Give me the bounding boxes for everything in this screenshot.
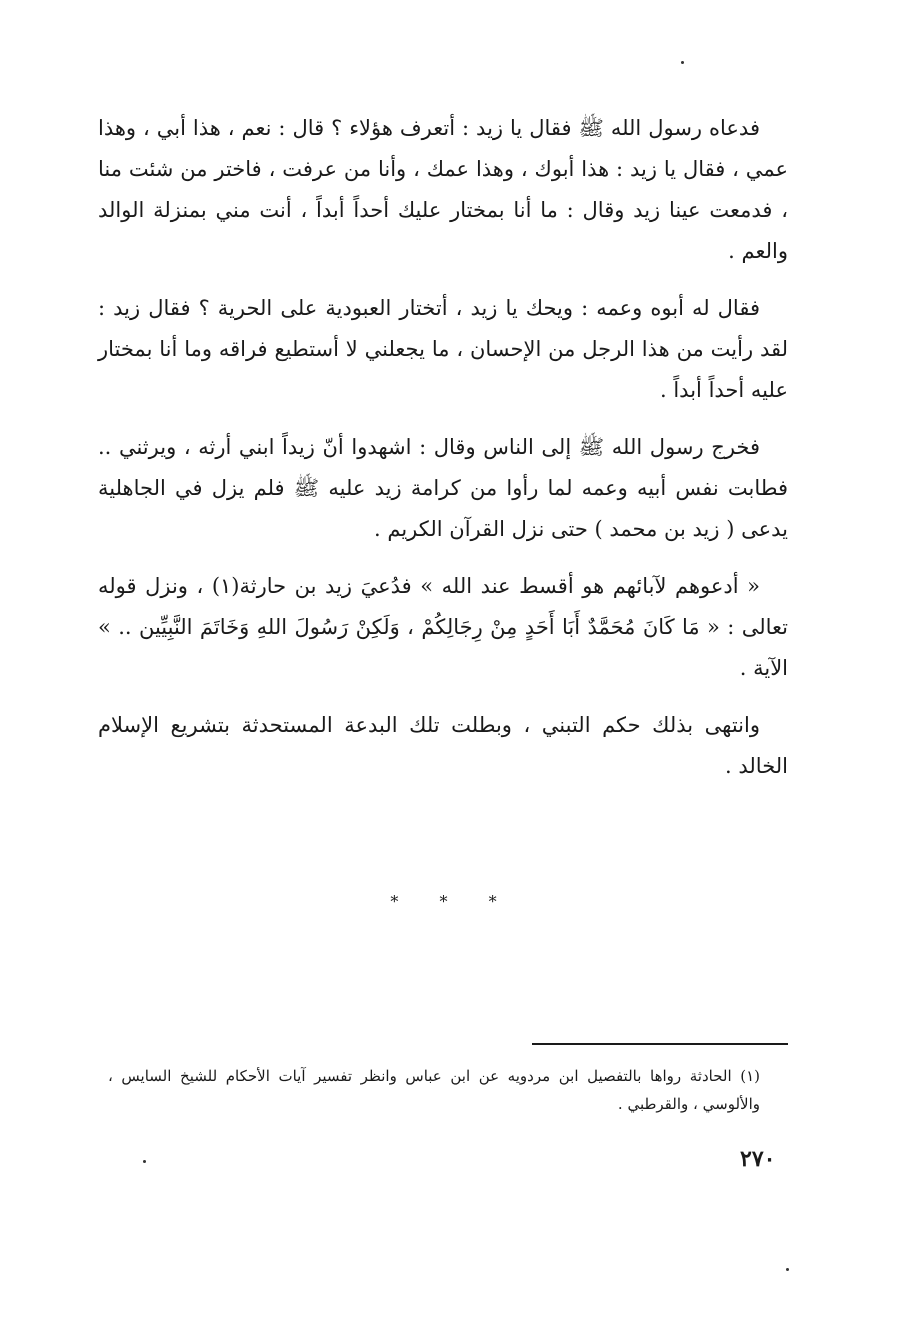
paragraph-3: فخرج رسول الله ﷺ إلى الناس وقال : اشهدوا أنّ زيداً ابني أرثه ، ويرثني .. فطابت نفس أبيه وعمه لما رأوا من كرامة زيد عليه ﷺ فلم يزل في الجاهلية يدعى ( زيد بن محمد ) حتى نزل القرآن الكريم . (98, 435, 788, 541)
footnote (108, 1062, 760, 1118)
paragraph-1: فدعاه رسول الله ﷺ فقال يا زيد : أتعرف هؤلاء ؟ قال : نعم ، هذا أبي ، وهذا عمي ، فقال يا زيد : هذا أبوك ، وهذا عمك ، وأنا من عرفت ، فاختر من شئت منا ، فدمعت عينا زيد وقال : ما أنا بمختار عليك أحداً أبداً ، أنت مني بمنزلة الوالد والعم . (98, 116, 788, 263)
paragraph-5: وانتهى بذلك حكم التبني ، وبطلت تلك البدعة المستحدثة بتشريع الإسلام الخالد . (98, 713, 788, 778)
scan-speck (143, 1160, 146, 1163)
page-number: ٢٧٠ (740, 1146, 776, 1172)
section-separator: * * * (390, 892, 515, 911)
paragraph-4: « أدعوهم لآبائهم هو أقسط عند الله » فدُعيَ زيد بن حارثة(١) ، ونزل قوله تعالى : « مَا كَانَ مُحَمَّدٌ أَبَا أَحَدٍ مِنْ رِجَالِكُمْ ، وَلَكِنْ رَسُولَ اللهِ وَخَاتَمَ النَّبِيِّين .. » الآية . (98, 574, 788, 680)
main-text (98, 108, 788, 803)
footnote-text: (١) الحادثة رواها بالتفصيل ابن مردويه عن ابن عباس وانظر تفسير آيات الأحكام للشيخ السايس ، والألوسي ، والقرطبي . (108, 1067, 760, 1113)
paragraph-2: فقال له أبوه وعمه : ويحك يا زيد ، أتختار العبودية على الحرية ؟ فقال زيد : لقد رأيت من هذا الرجل من الإحسان ، ما يجعلني لا أستطيع فراقه وما أنا بمختار عليه أحداً أبداً . (98, 296, 788, 402)
scan-speck (786, 1268, 789, 1271)
footnote-divider (532, 1043, 788, 1045)
scan-speck (681, 61, 684, 64)
